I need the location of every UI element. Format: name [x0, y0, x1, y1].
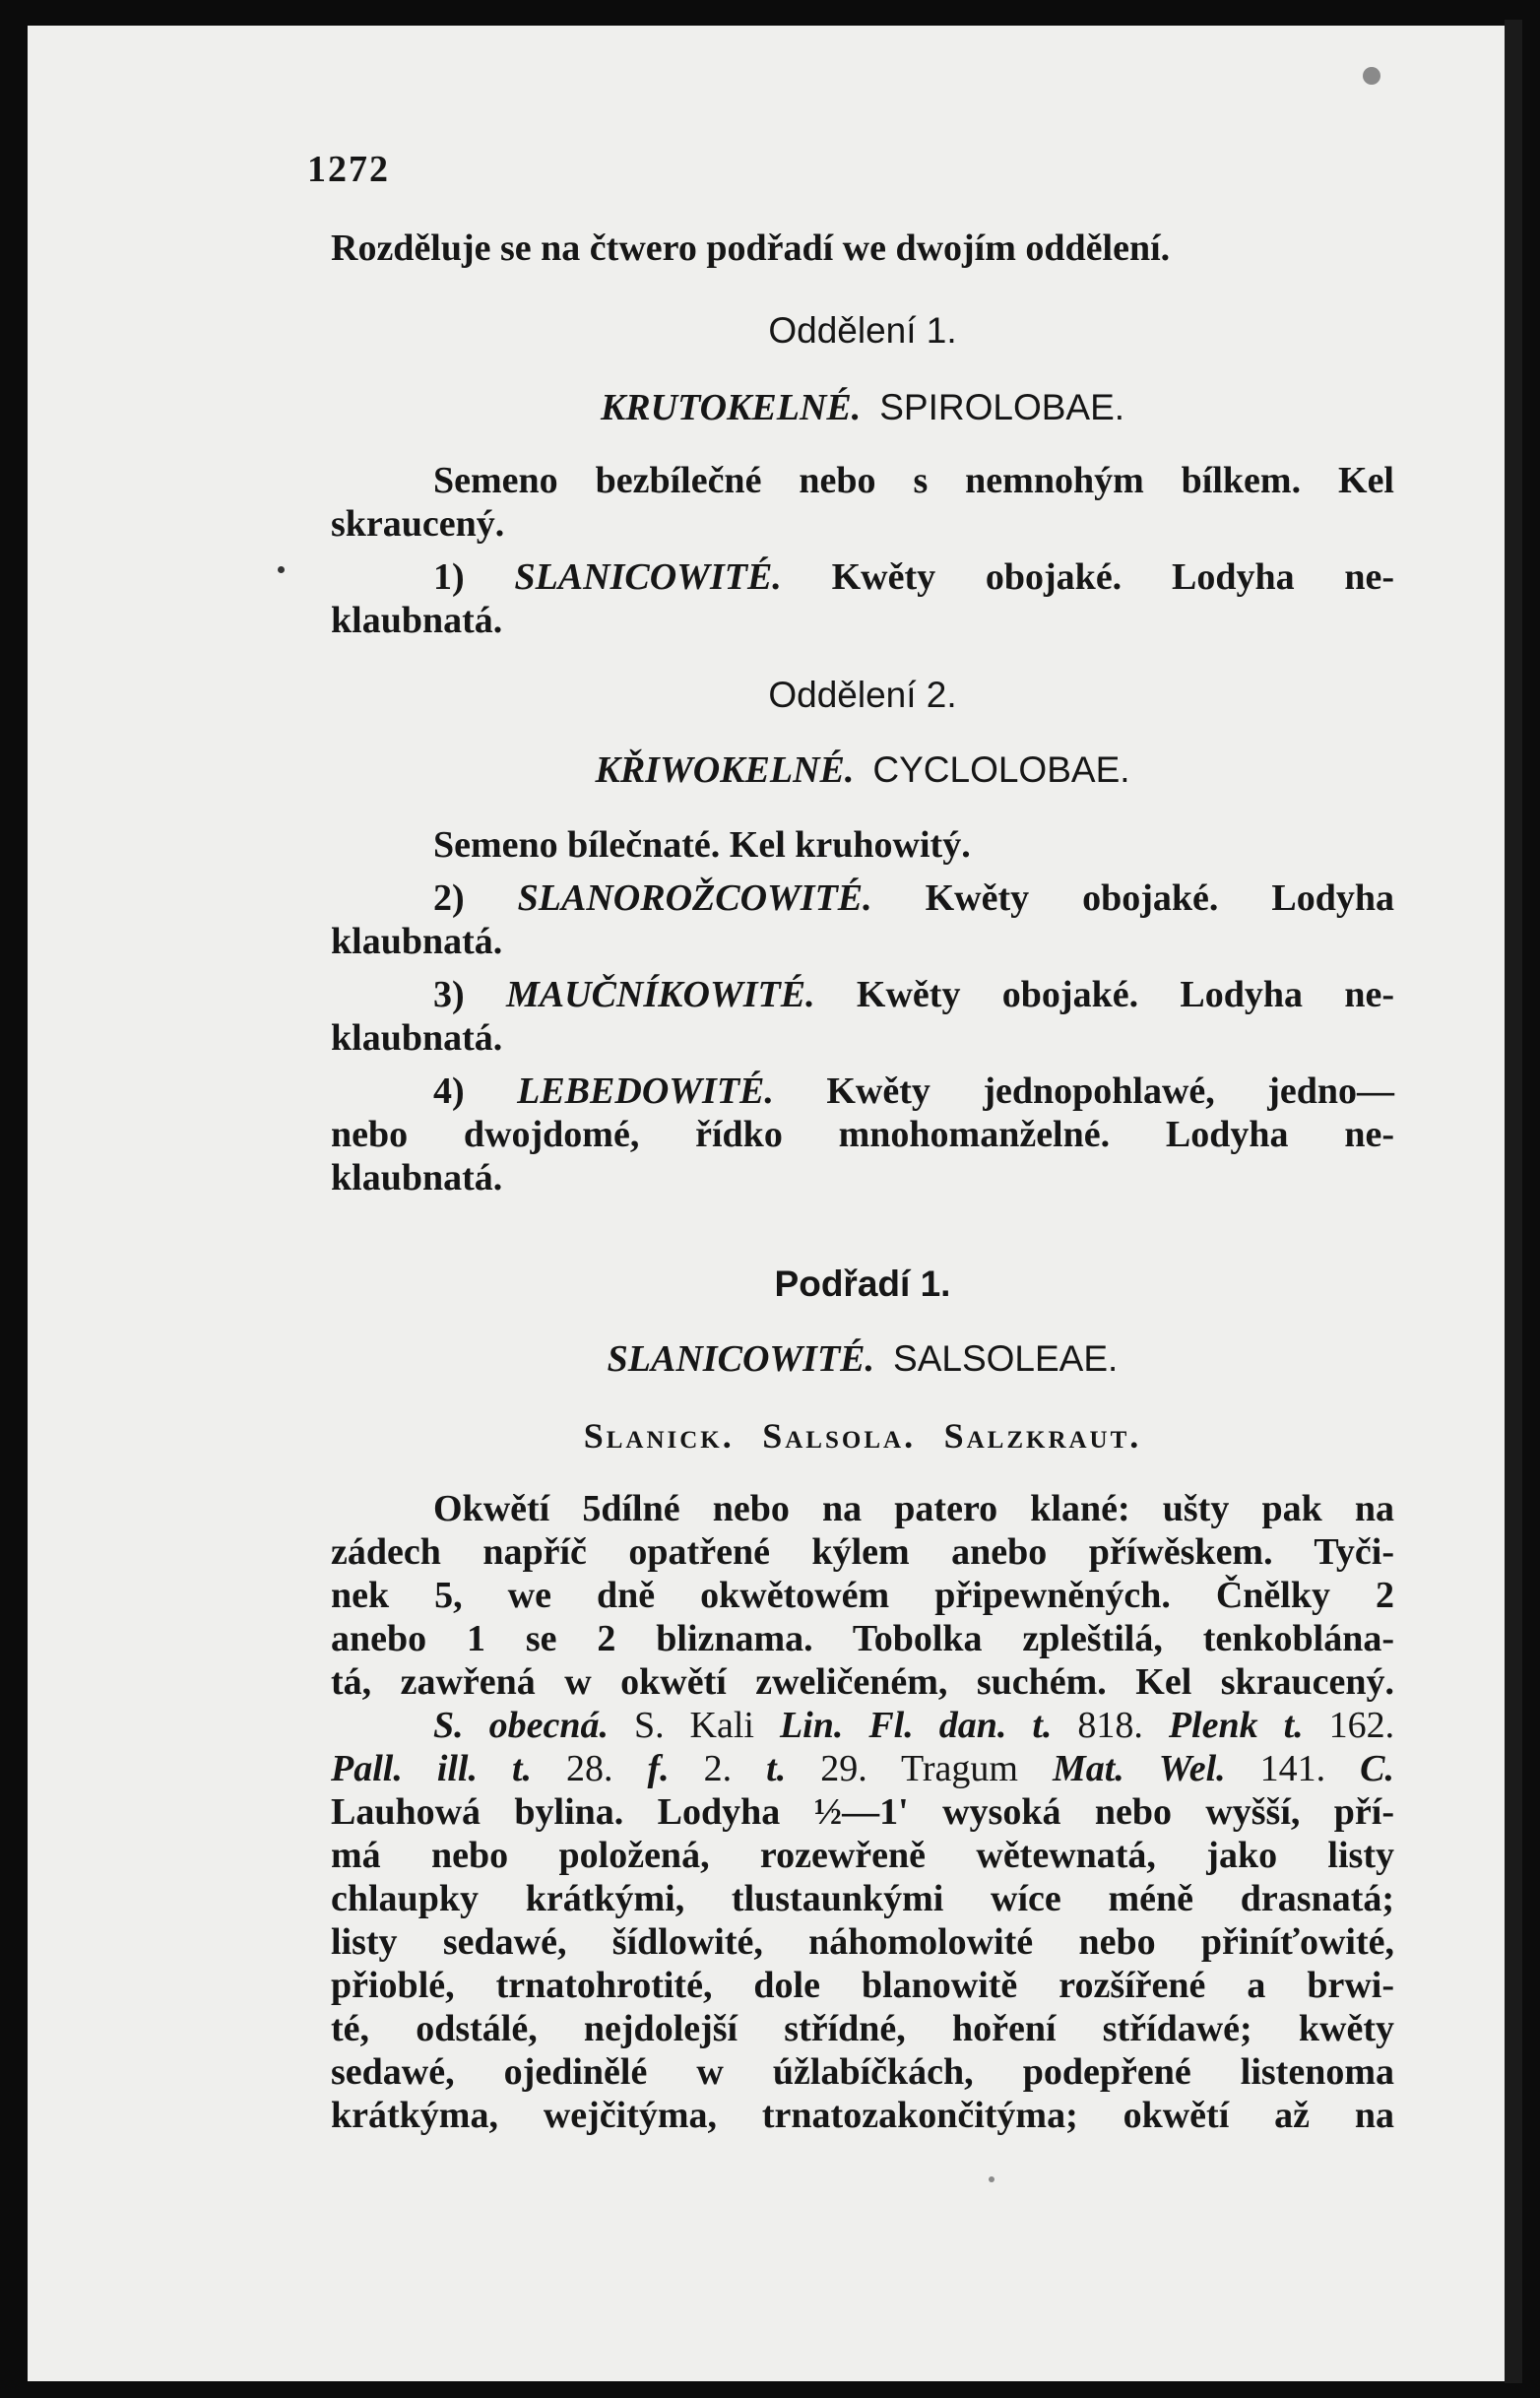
- paper-speck: [1363, 67, 1380, 85]
- item3-number: 3): [433, 974, 465, 1015]
- genus-czech: Slanick.: [583, 1416, 735, 1456]
- item1-text: Kwěty obojaké. Lodyha ne-: [831, 556, 1395, 598]
- ref-number: 818.: [1077, 1705, 1143, 1746]
- item3-line2: klaubnatá.: [331, 1017, 503, 1059]
- description-line: přioblé, trnatohrotité, dole blanowitě rozšířené a brwi-: [331, 1965, 1394, 2006]
- division2-heading: Oddělení 2.: [768, 675, 957, 715]
- ref-number: 2.: [703, 1748, 733, 1789]
- item2-name: SLANOROŽCOWITÉ.: [517, 877, 872, 919]
- genus-latin: Salsola.: [762, 1416, 917, 1456]
- body-line: tá, zawřená w okwětí zweličeném, suchém. Kel skraucený.: [331, 1661, 1394, 1703]
- body-line: nek 5, we dně okwětowém připewněných. Čnělky 2: [331, 1575, 1394, 1616]
- ref-number: 29.: [820, 1748, 867, 1789]
- paper-speck: [278, 566, 285, 573]
- ref-lin: Lin.: [779, 1705, 844, 1746]
- suborder-heading: Podřadí 1.: [774, 1264, 951, 1304]
- item2-line2: klaubnatá.: [331, 921, 503, 962]
- description-line: sedawé, ojedinělé w úžlabíčkách, podepřené listenoma: [331, 2051, 1394, 2093]
- ref-number: 162.: [1328, 1705, 1395, 1746]
- description-line: té, odstálé, nejdolejší střídné, hoření střídawé; kwěty: [331, 2008, 1394, 2049]
- ref-f: f.: [647, 1748, 670, 1789]
- species-name: obecná.: [488, 1705, 609, 1746]
- ref-dan: dan.: [938, 1705, 1007, 1746]
- item3-text: Kwěty obojaké. Lodyha ne-: [856, 974, 1395, 1015]
- item2-line1: [433, 875, 1394, 922]
- item4-text: Kwěty jednopohlawé, jedno—: [826, 1070, 1395, 1112]
- division2-czech: KŘIWOKELNÉ.: [595, 749, 855, 791]
- item4-name: LEBEDOWITÉ.: [517, 1070, 774, 1112]
- item1-name: SLANICOWITÉ.: [514, 556, 782, 598]
- species-line1: [433, 1702, 1394, 1749]
- division1-desc-line1: Semeno bezbílečné nebo s nemnohým bílkem. Kel: [433, 460, 1394, 501]
- ref-tragum: Tragum: [900, 1748, 1018, 1789]
- item1-line2: klaubnatá.: [331, 600, 503, 641]
- description-line: má nebo položená, rozewřeně wětewnatá, jako listy: [331, 1835, 1394, 1876]
- division2-latin: CYCLOLOBAE.: [872, 749, 1130, 790]
- division1-heading: Oddělení 1.: [768, 310, 957, 351]
- suborder-title: [331, 1335, 1394, 1383]
- body-line: Okwětí 5dílné nebo na patero klané: ušty pak na: [433, 1488, 1394, 1529]
- item4-line3: klaubnatá.: [331, 1157, 503, 1199]
- item4-number: 4): [433, 1070, 465, 1112]
- suborder-latin: SALSOLEAE.: [893, 1338, 1119, 1379]
- ref-fl: Fl.: [868, 1705, 914, 1746]
- ref-number: 141.: [1259, 1748, 1326, 1789]
- item1-line1: [433, 553, 1394, 601]
- division2-desc: Semeno bílečnaté. Kel kruhowitý.: [433, 824, 971, 866]
- species-line2: [331, 1745, 1394, 1792]
- ref-ill: ill.: [436, 1748, 478, 1789]
- book-spine-edge: [1505, 20, 1522, 2383]
- species-latin-ref: S. Kali: [633, 1705, 754, 1746]
- item4-line1: [433, 1068, 1394, 1115]
- ref-t: t.: [511, 1748, 533, 1789]
- description-line: listy sedawé, šídlowité, náhomolowité nebo přiníťowité,: [331, 1921, 1394, 1963]
- ref-wel: Wel.: [1158, 1748, 1226, 1789]
- ref-t: t.: [766, 1748, 787, 1789]
- item2-number: 2): [433, 877, 465, 919]
- item2-text: Kwěty obojaké. Lodyha: [925, 877, 1395, 919]
- item3-line1: [433, 971, 1394, 1018]
- suborder-czech: SLANICOWITÉ.: [607, 1338, 875, 1380]
- item4-line2: nebo dwojdomé, řídko mnohomanželné. Lodyha ne-: [331, 1114, 1394, 1155]
- division1-title: [331, 384, 1394, 431]
- description-line: chlaupky krátkými, tlustaunkými wíce méně drasnatá;: [331, 1878, 1394, 1919]
- division1-latin: SPIROLOBAE.: [879, 387, 1125, 427]
- item1-number: 1): [433, 556, 465, 598]
- genus-german: Salzkraut.: [943, 1416, 1142, 1456]
- item3-name: MAUČNÍKOWITÉ.: [506, 974, 815, 1015]
- body-line: anebo 1 se 2 bliznama. Tobolka zpleštilá, tenkoblána-: [331, 1618, 1394, 1659]
- ref-t: t.: [1283, 1705, 1304, 1746]
- ref-pall: Pall.: [331, 1748, 403, 1789]
- division1-czech: KRUTOKELNÉ.: [600, 387, 862, 428]
- ref-mat: Mat.: [1052, 1748, 1124, 1789]
- division1-desc-line2: skraucený.: [331, 503, 505, 545]
- division2-title: [331, 746, 1394, 794]
- ref-c: C.: [1360, 1748, 1395, 1789]
- species-abbr: S.: [433, 1705, 464, 1746]
- ref-plenk: Plenk: [1168, 1705, 1258, 1746]
- paper-speck: [989, 2176, 995, 2182]
- description-line: krátkýma, wejčitýma, trnatozakončitýma; okwětí až na: [331, 2095, 1394, 2136]
- intro-line: Rozděluje se na čtwero podřadí we dwojím oddělení.: [331, 227, 1171, 269]
- page-number: 1272: [307, 149, 390, 190]
- genus-line: [331, 1412, 1394, 1459]
- ref-t: t.: [1032, 1705, 1053, 1746]
- body-line: zádech napříč opatřené kýlem anebo příwěskem. Tyči-: [331, 1531, 1394, 1573]
- ref-number: 28.: [566, 1748, 613, 1789]
- description-line: Lauhowá bylina. Lodyha ½—1' wysoká nebo wyšší, pří-: [331, 1791, 1394, 1833]
